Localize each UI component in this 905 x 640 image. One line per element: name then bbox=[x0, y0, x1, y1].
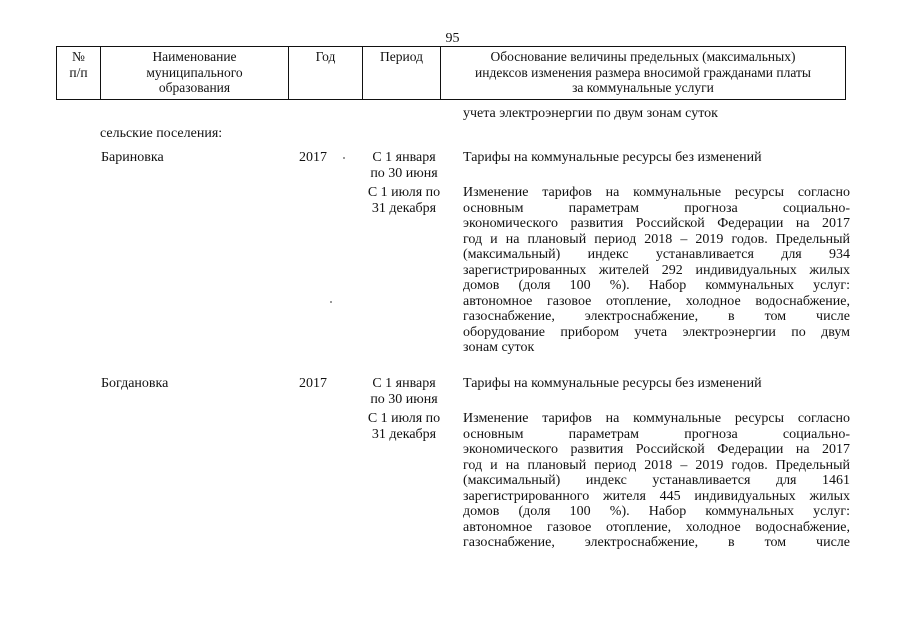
header-name: Наименование муниципального образования bbox=[101, 47, 289, 100]
row-year: 2017 bbox=[299, 150, 327, 165]
row-year: 2017 bbox=[299, 376, 327, 391]
row-basis-2-line: Изменение тарифов на коммунальные ресурсы согласно bbox=[463, 411, 850, 426]
row-basis-2-line: экономического развития Российской Федерации на 2017 bbox=[463, 442, 850, 457]
row-basis-2-line: зарегистрированных жителей 292 индивидуальных жилых bbox=[463, 262, 850, 278]
header-year: Год bbox=[289, 47, 363, 100]
carry-over-line: учета электроэнергии по двум зонам суток bbox=[463, 106, 718, 121]
scan-speck bbox=[343, 157, 345, 159]
header-basis: Обоснование величины предельных (максимальных) индексов изменения размера вносимой гражданами платы за коммунальные услуги bbox=[441, 47, 846, 100]
scan-speck bbox=[330, 301, 332, 303]
row-basis-2-line: зарегистрированного жителя 445 индивидуальных жилых bbox=[463, 488, 850, 504]
row-basis-2-line: оборудование прибором учета электроэнергии по двум bbox=[463, 324, 850, 340]
row-basis-2-line: зонам суток bbox=[463, 340, 535, 355]
section-label: сельские поселения: bbox=[100, 126, 223, 141]
row-basis-1: Тарифы на коммунальные ресурсы без изменений bbox=[463, 376, 762, 391]
row-basis-1: Тарифы на коммунальные ресурсы без изменений bbox=[463, 150, 762, 165]
row-basis-2-line: год и на плановый период 2018 – 2019 годов. Предельный bbox=[463, 457, 850, 473]
row-period-2: С 1 июля по 31 декабря bbox=[367, 411, 441, 442]
page-number: 95 bbox=[445, 31, 460, 46]
header-num: № п/п bbox=[57, 47, 101, 100]
row-basis-2-line: (максимальный) индекс устанавливается для 934 bbox=[463, 247, 850, 262]
row-basis-2-line: газоснабжение, электроснабжение, в том числе bbox=[463, 535, 850, 550]
row-period-1: С 1 января по 30 июня bbox=[370, 150, 438, 181]
row-basis-2-line: Изменение тарифов на коммунальные ресурсы согласно bbox=[463, 185, 850, 200]
row-basis-2-line: газоснабжение, электроснабжение, в том числе bbox=[463, 309, 850, 324]
row-name: Богдановка bbox=[101, 376, 169, 391]
row-basis-2-line: домов (доля 100 %). Набор коммунальных услуг: bbox=[463, 504, 850, 519]
row-basis-2-line: основным параметрам прогноза социально- bbox=[463, 426, 850, 442]
row-basis-2-line: домов (доля 100 %). Набор коммунальных услуг: bbox=[463, 278, 850, 293]
row-basis-2-line: год и на плановый период 2018 – 2019 годов. Предельный bbox=[463, 231, 850, 247]
table-header bbox=[56, 46, 846, 100]
row-basis-2-line: автономное газовое отопление, холодное водоснабжение, bbox=[463, 293, 850, 309]
row-basis-2-line: автономное газовое отопление, холодное водоснабжение, bbox=[463, 519, 850, 535]
row-basis-2-line: экономического развития Российской Федерации на 2017 bbox=[463, 216, 850, 231]
row-period-2: С 1 июля по 31 декабря bbox=[367, 185, 441, 216]
header-period: Период bbox=[363, 47, 441, 100]
row-period-1: С 1 января по 30 июня bbox=[370, 376, 438, 407]
row-basis-2-line: (максимальный) индекс устанавливается для 1461 bbox=[463, 473, 850, 488]
row-basis-2-line: основным параметрам прогноза социально- bbox=[463, 200, 850, 216]
row-name: Бариновка bbox=[101, 150, 164, 165]
